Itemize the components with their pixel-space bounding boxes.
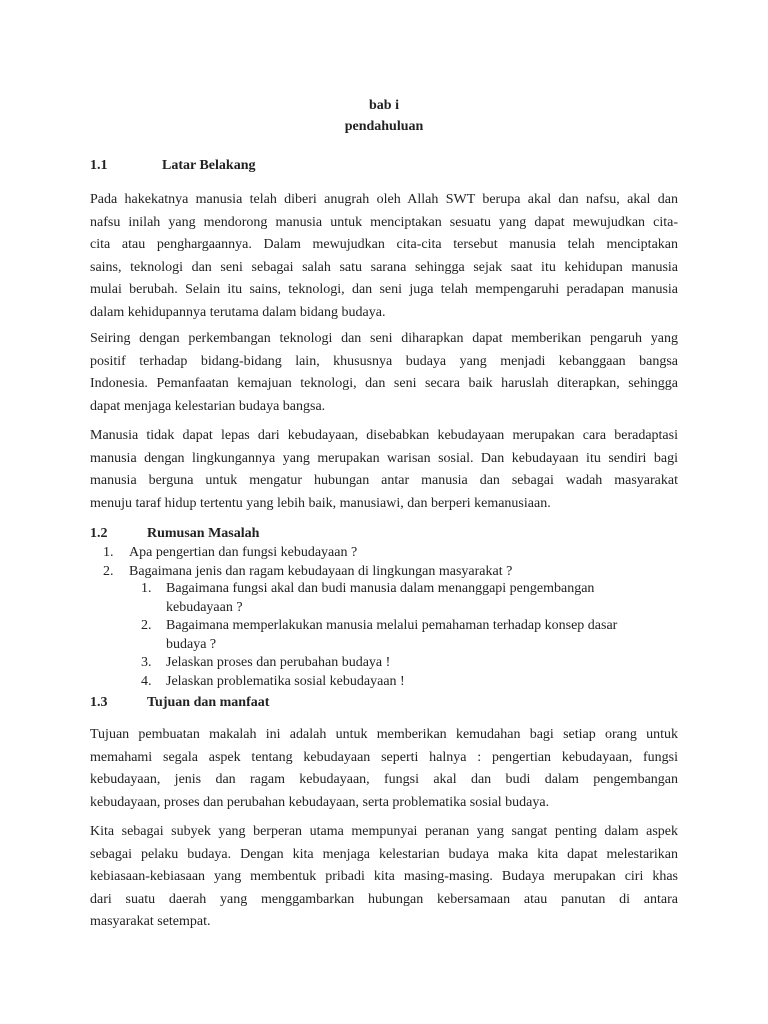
paragraph-line: sebagai pelaku budaya. Dengan kita menjaga kelestarian budaya maka kita dapat melestarikan (90, 846, 678, 862)
paragraph-line: positif terhadap bidang-bidang lain, khususnya budaya yang menjadi kebanggaan bangsa (90, 353, 678, 369)
section-heading-1-2 (90, 524, 260, 544)
paragraph-line: nafsu inilah yang mendorong manusia untuk menciptakan sesuatu yang dapat mewujudkan cita- (90, 214, 678, 230)
section-title: Latar Belakang (162, 158, 256, 173)
list-item: Jelaskan proses dan perubahan budaya ! (166, 655, 391, 671)
paragraph-line: dari suatu daerah yang menggambarkan hubungan kebersamaan atau panutan di antara (90, 891, 678, 907)
paragraph-line: memahami segala aspek tentang kebudayaan seperti halnya : pengertian kebudayaan, fungsi (90, 749, 678, 765)
paragraph-line: Kita sebagai subyek yang berperan utama mempunyai peranan yang sangat penting dalam aspek (90, 824, 678, 839)
paragraph-line: menuju taraf hidup tertentu yang lebih baik, manusiawi, dan berperi kemanusiaan. (90, 495, 551, 511)
paragraph-line: Indonesia. Pemanfaatan kemajuan teknologi, dan seni secara baik haruslah diterapkan, sehingga (90, 376, 678, 391)
paragraph-line: cita atau penghargaannya. Dalam mewujudkan cita-cita tersebut manusia telah menciptakan (90, 237, 678, 252)
list-marker: 3. (141, 655, 152, 671)
section-title: Tujuan dan manfaat (147, 695, 270, 710)
section-number: 1.1 (90, 158, 108, 173)
paragraph-line: Tujuan pembuatan makalah ini adalah untuk memberikan kemudahan bagi setiap orang untuk (90, 727, 678, 742)
list-item: Bagaimana jenis dan ragam kebudayaan di lingkungan masyarakat ? (129, 563, 513, 579)
paragraph-line: kebudayaan, proses dan perubahan kebudayaan, serta problematika sosial budaya. (90, 794, 550, 810)
list-marker: 1. (141, 581, 152, 596)
list-item: Apa pengertian dan fungsi kebudayaan ? (129, 545, 358, 560)
list-marker: 1. (103, 545, 114, 560)
paragraph (90, 724, 678, 814)
list-item: Bagaimana fungsi akal dan budi manusia dalam menanggapi pengembangan (166, 581, 595, 596)
paragraph-line: masyarakat setempat. (90, 914, 211, 929)
paragraph-line: Pada hakekatnya manusia telah diberi anugrah oleh Allah SWT berupa akal dan nafsu, akal dan (90, 192, 678, 207)
section-heading-1-1 (90, 156, 256, 176)
paragraph (90, 821, 678, 934)
section-number: 1.3 (90, 695, 108, 710)
paragraph-line: kebiasaan-kebiasaan yang membentuk pribadi kita masing-masing. Budaya merupakan ciri khas (90, 869, 678, 884)
paragraph (90, 189, 678, 324)
paragraph-line: manusia berguna untuk mengatur hubungan antar manusia dan sebagai wadah masyarakat (90, 473, 678, 488)
paragraph-line: dalam kehidupannya terutama dalam bidang budaya. (90, 304, 386, 320)
list-marker: 4. (141, 674, 152, 689)
paragraph-line: dapat menjaga kelestarian budaya bangsa. (90, 398, 326, 414)
paragraph (90, 328, 678, 418)
list-marker: 2. (103, 563, 114, 579)
list-item: kebudayaan ? (166, 599, 243, 615)
list-item: budaya ? (166, 636, 217, 652)
list-item: Bagaimana memperlakukan manusia melalui pemahaman terhadap konsep dasar (166, 618, 618, 634)
paragraph-line: manusia dengan lingkungannya yang merupakan warisan sosial. Dan kebudayaan itu sendiri bagi (90, 450, 678, 466)
chapter-label: bab i (369, 98, 399, 113)
section-title: Rumusan Masalah (147, 526, 260, 541)
paragraph-line: kebudayaan, jenis dan ragam kebudayaan, fungsi akal dan budi dalam pengembangan (90, 772, 678, 787)
list-item: Jelaskan problematika sosial kebudayaan ! (166, 674, 405, 689)
list-marker: 2. (141, 618, 152, 634)
section-number: 1.2 (90, 526, 108, 541)
section-heading-1-3 (90, 693, 270, 713)
chapter-title: pendahuluan (344, 119, 424, 134)
paragraph (90, 425, 678, 515)
paragraph-line: mulai berubah. Selain itu sains, teknologi, dan seni juga telah mempengaruhi peradapan manusia (90, 282, 678, 297)
paragraph-line: Manusia tidak dapat lepas dari kebudayaan, disebabkan kebudayaan merupakan cara beradaptasi (90, 428, 678, 443)
paragraph-line: sains, teknologi dan seni sebagai salah satu sarana sehingga sejak saat itu kehidupan manusia (90, 259, 678, 275)
paragraph-line: Seiring dengan perkembangan teknologi dan seni diharapkan dapat memberikan pengaruh yang (90, 331, 678, 346)
